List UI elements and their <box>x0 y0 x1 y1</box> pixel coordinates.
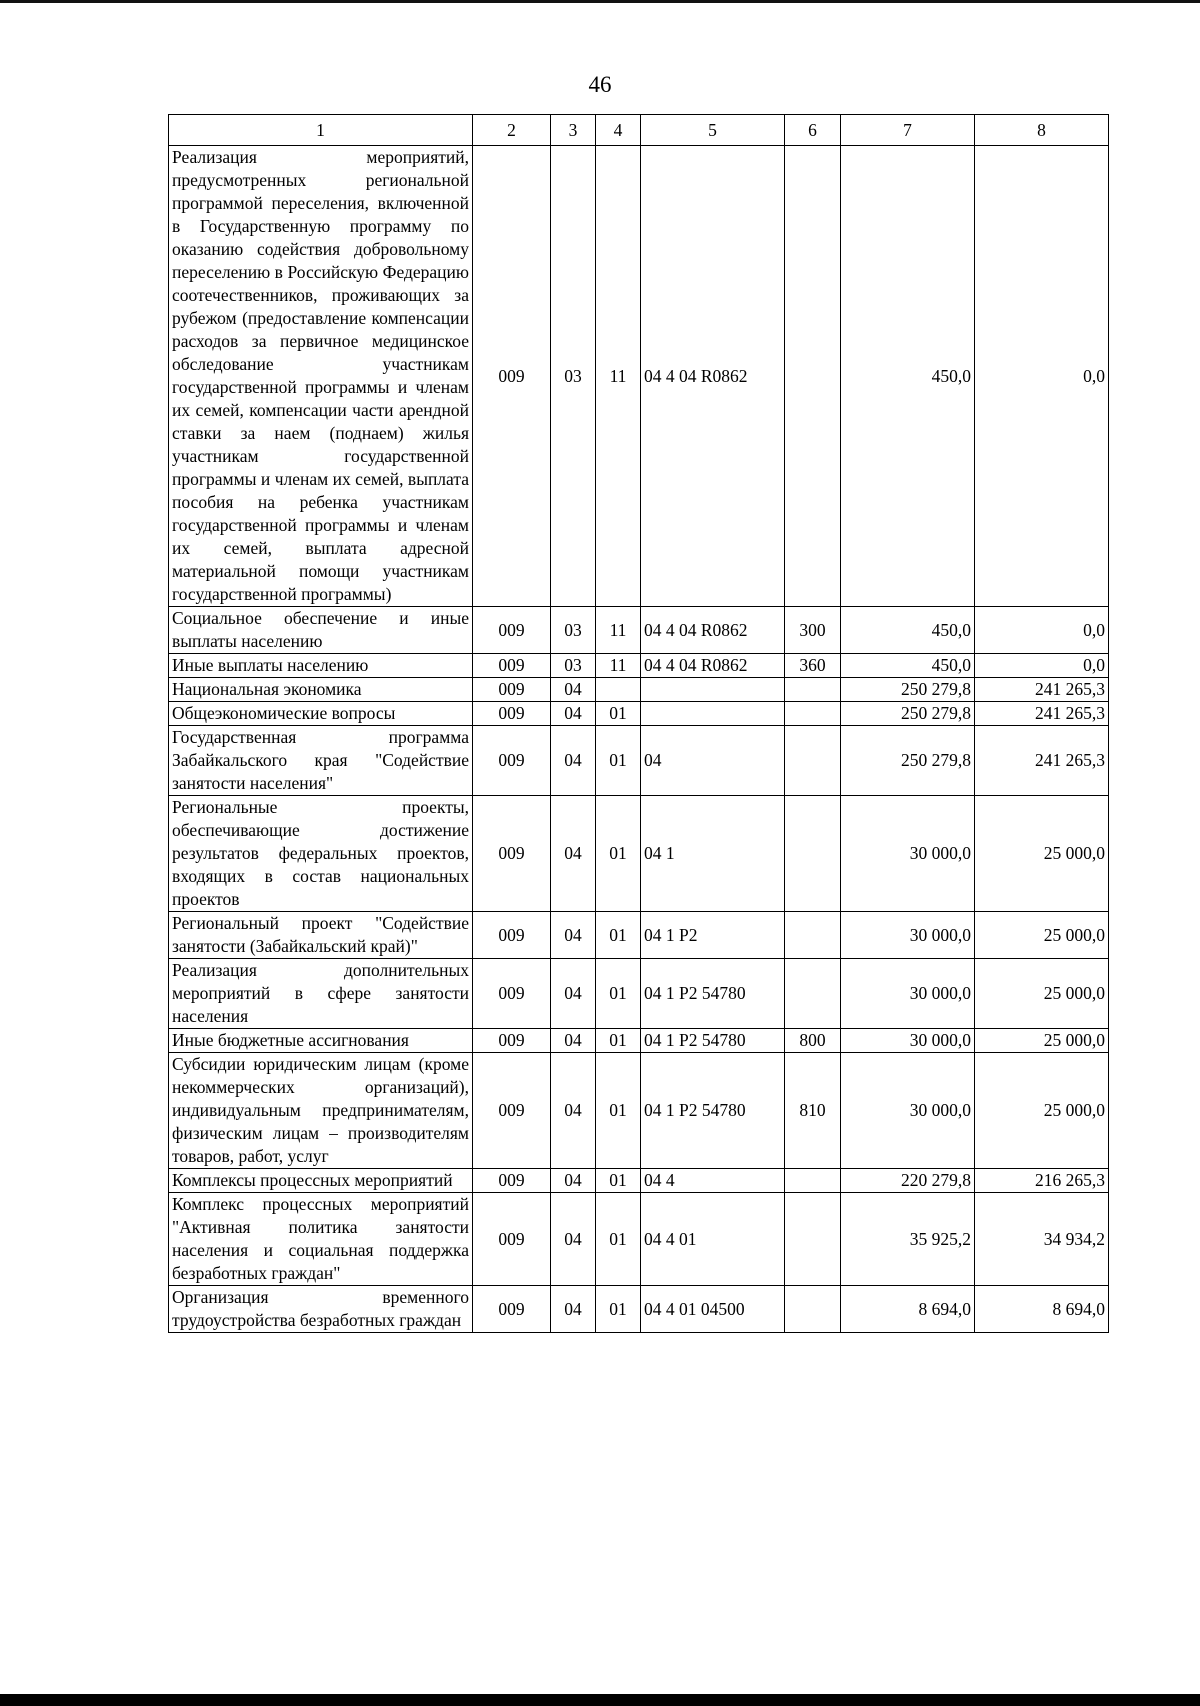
amount-year-2-cell: 25 000,0 <box>975 1053 1109 1169</box>
name-cell: Социальное обеспечение и иные выплаты населению <box>169 607 473 654</box>
amount-year-2-cell: 25 000,0 <box>975 796 1109 912</box>
name-cell: Субсидии юридическим лицам (кроме некоммерческих организаций), индивидуальным предпринимателям, физическим лицам – производителям товаров, работ, услуг <box>169 1053 473 1169</box>
table-row <box>169 678 1109 702</box>
amount-year-2-cell: 0,0 <box>975 654 1109 678</box>
amount-year-1-cell: 30 000,0 <box>841 912 975 959</box>
table-row <box>169 959 1109 1029</box>
expense-type-cell <box>785 1193 841 1286</box>
ministry-code-cell: 009 <box>473 1193 551 1286</box>
section-cell: 04 <box>551 912 596 959</box>
target-article-cell: 04 4 04 R0862 <box>641 146 785 607</box>
section-cell: 03 <box>551 654 596 678</box>
table-row <box>169 1193 1109 1286</box>
ministry-code-cell: 009 <box>473 607 551 654</box>
amount-year-2-cell: 216 265,3 <box>975 1169 1109 1193</box>
section-cell: 04 <box>551 796 596 912</box>
table-row <box>169 1286 1109 1333</box>
header-cell: 6 <box>785 115 841 146</box>
amount-year-2-cell: 241 265,3 <box>975 678 1109 702</box>
section-cell: 04 <box>551 1286 596 1333</box>
section-cell: 04 <box>551 1193 596 1286</box>
target-article-cell: 04 4 <box>641 1169 785 1193</box>
table-row <box>169 1053 1109 1169</box>
target-article-cell: 04 1 P2 54780 <box>641 1029 785 1053</box>
target-article-cell: 04 <box>641 726 785 796</box>
expense-type-cell: 800 <box>785 1029 841 1053</box>
amount-year-1-cell: 30 000,0 <box>841 1029 975 1053</box>
expense-type-cell <box>785 146 841 607</box>
subsection-cell: 01 <box>596 1029 641 1053</box>
target-article-cell: 04 1 P2 54780 <box>641 959 785 1029</box>
amount-year-1-cell: 250 279,8 <box>841 702 975 726</box>
subsection-cell <box>596 678 641 702</box>
subsection-cell: 01 <box>596 1286 641 1333</box>
subsection-cell: 01 <box>596 1193 641 1286</box>
expense-type-cell: 360 <box>785 654 841 678</box>
ministry-code-cell: 009 <box>473 959 551 1029</box>
ministry-code-cell: 009 <box>473 796 551 912</box>
ministry-code-cell: 009 <box>473 1053 551 1169</box>
target-article-cell <box>641 702 785 726</box>
expense-type-cell: 300 <box>785 607 841 654</box>
ministry-code-cell: 009 <box>473 654 551 678</box>
name-cell: Иные бюджетные ассигнования <box>169 1029 473 1053</box>
ministry-code-cell: 009 <box>473 912 551 959</box>
expense-type-cell <box>785 796 841 912</box>
expense-type-cell <box>785 912 841 959</box>
expense-type-cell <box>785 702 841 726</box>
section-cell: 04 <box>551 1029 596 1053</box>
amount-year-1-cell: 250 279,8 <box>841 678 975 702</box>
section-cell: 04 <box>551 1053 596 1169</box>
table-row <box>169 726 1109 796</box>
ministry-code-cell: 009 <box>473 1286 551 1333</box>
section-cell: 04 <box>551 702 596 726</box>
header-cell: 8 <box>975 115 1109 146</box>
target-article-cell: 04 1 <box>641 796 785 912</box>
table-row <box>169 796 1109 912</box>
name-cell: Реализация мероприятий, предусмотренных региональной программой переселения, включенной в Государственную программу по оказанию содействия добровольному переселению в Российскую Федерацию соотечественников, проживающих за рубежом (предоставление компенсации расходов за первичное медицинское обследование участникам государственной программы и членам их семей, компенсации части арендной ставки за наем (поднаем) жилья участникам государственной программы и членам их семей, выплата пособия на ребенка участникам государственной программы и членам их семей, выплата адресной материальной помощи участникам государственной программы) <box>169 146 473 607</box>
expense-type-cell <box>785 959 841 1029</box>
subsection-cell: 01 <box>596 702 641 726</box>
ministry-code-cell: 009 <box>473 726 551 796</box>
target-article-cell: 04 4 01 <box>641 1193 785 1286</box>
scan-edge-bottom <box>0 1694 1200 1706</box>
name-cell: Государственная программа Забайкальского края "Содействие занятости населения" <box>169 726 473 796</box>
name-cell: Комплекс процессных мероприятий "Активная политика занятости населения и социальная поддержка безработных граждан" <box>169 1193 473 1286</box>
amount-year-2-cell: 25 000,0 <box>975 959 1109 1029</box>
expense-type-cell <box>785 1286 841 1333</box>
section-cell: 04 <box>551 726 596 796</box>
table-row <box>169 702 1109 726</box>
header-cell: 2 <box>473 115 551 146</box>
expense-type-cell <box>785 678 841 702</box>
header-cell: 7 <box>841 115 975 146</box>
table-body <box>169 146 1109 1333</box>
subsection-cell: 01 <box>596 726 641 796</box>
ministry-code-cell: 009 <box>473 1029 551 1053</box>
section-cell: 03 <box>551 607 596 654</box>
expense-type-cell: 810 <box>785 1053 841 1169</box>
section-cell: 04 <box>551 959 596 1029</box>
amount-year-2-cell: 34 934,2 <box>975 1193 1109 1286</box>
amount-year-2-cell: 241 265,3 <box>975 702 1109 726</box>
header-cell: 4 <box>596 115 641 146</box>
amount-year-2-cell: 25 000,0 <box>975 912 1109 959</box>
expense-type-cell <box>785 726 841 796</box>
subsection-cell: 11 <box>596 146 641 607</box>
amount-year-2-cell: 0,0 <box>975 146 1109 607</box>
table-row <box>169 1169 1109 1193</box>
table-row <box>169 607 1109 654</box>
budget-table <box>168 114 1109 1333</box>
subsection-cell: 01 <box>596 796 641 912</box>
name-cell: Иные выплаты населению <box>169 654 473 678</box>
ministry-code-cell: 009 <box>473 678 551 702</box>
subsection-cell: 01 <box>596 1169 641 1193</box>
amount-year-2-cell: 0,0 <box>975 607 1109 654</box>
name-cell: Региональные проекты, обеспечивающие достижение результатов федеральных проектов, входящих в состав национальных проектов <box>169 796 473 912</box>
target-article-cell: 04 1 P2 <box>641 912 785 959</box>
name-cell: Национальная экономика <box>169 678 473 702</box>
amount-year-1-cell: 35 925,2 <box>841 1193 975 1286</box>
ministry-code-cell: 009 <box>473 146 551 607</box>
amount-year-1-cell: 30 000,0 <box>841 959 975 1029</box>
subsection-cell: 11 <box>596 607 641 654</box>
table-row <box>169 912 1109 959</box>
name-cell: Организация временного трудоустройства безработных граждан <box>169 1286 473 1333</box>
amount-year-1-cell: 450,0 <box>841 654 975 678</box>
amount-year-1-cell: 30 000,0 <box>841 796 975 912</box>
subsection-cell: 01 <box>596 1053 641 1169</box>
ministry-code-cell: 009 <box>473 1169 551 1193</box>
target-article-cell: 04 1 P2 54780 <box>641 1053 785 1169</box>
subsection-cell: 01 <box>596 959 641 1029</box>
header-cell: 1 <box>169 115 473 146</box>
amount-year-1-cell: 250 279,8 <box>841 726 975 796</box>
amount-year-2-cell: 8 694,0 <box>975 1286 1109 1333</box>
target-article-cell: 04 4 01 04500 <box>641 1286 785 1333</box>
amount-year-2-cell: 25 000,0 <box>975 1029 1109 1053</box>
page-number: 46 <box>588 72 612 97</box>
subsection-cell: 01 <box>596 912 641 959</box>
target-article-cell: 04 4 04 R0862 <box>641 654 785 678</box>
amount-year-1-cell: 30 000,0 <box>841 1053 975 1169</box>
table-row <box>169 1029 1109 1053</box>
target-article-cell <box>641 678 785 702</box>
name-cell: Региональный проект "Содействие занятости (Забайкальский край)" <box>169 912 473 959</box>
expense-type-cell <box>785 1169 841 1193</box>
amount-year-1-cell: 450,0 <box>841 607 975 654</box>
section-cell: 04 <box>551 678 596 702</box>
ministry-code-cell: 009 <box>473 702 551 726</box>
section-cell: 03 <box>551 146 596 607</box>
amount-year-1-cell: 220 279,8 <box>841 1169 975 1193</box>
name-cell: Общеэкономические вопросы <box>169 702 473 726</box>
subsection-cell: 11 <box>596 654 641 678</box>
header-cell: 3 <box>551 115 596 146</box>
amount-year-1-cell: 8 694,0 <box>841 1286 975 1333</box>
name-cell: Реализация дополнительных мероприятий в сфере занятости населения <box>169 959 473 1029</box>
name-cell: Комплексы процессных мероприятий <box>169 1169 473 1193</box>
scan-edge-top <box>0 0 1200 3</box>
section-cell: 04 <box>551 1169 596 1193</box>
amount-year-2-cell: 241 265,3 <box>975 726 1109 796</box>
amount-year-1-cell: 450,0 <box>841 146 975 607</box>
table-row <box>169 146 1109 607</box>
table-header-row <box>169 115 1109 146</box>
target-article-cell: 04 4 04 R0862 <box>641 607 785 654</box>
header-cell: 5 <box>641 115 785 146</box>
table-row <box>169 654 1109 678</box>
